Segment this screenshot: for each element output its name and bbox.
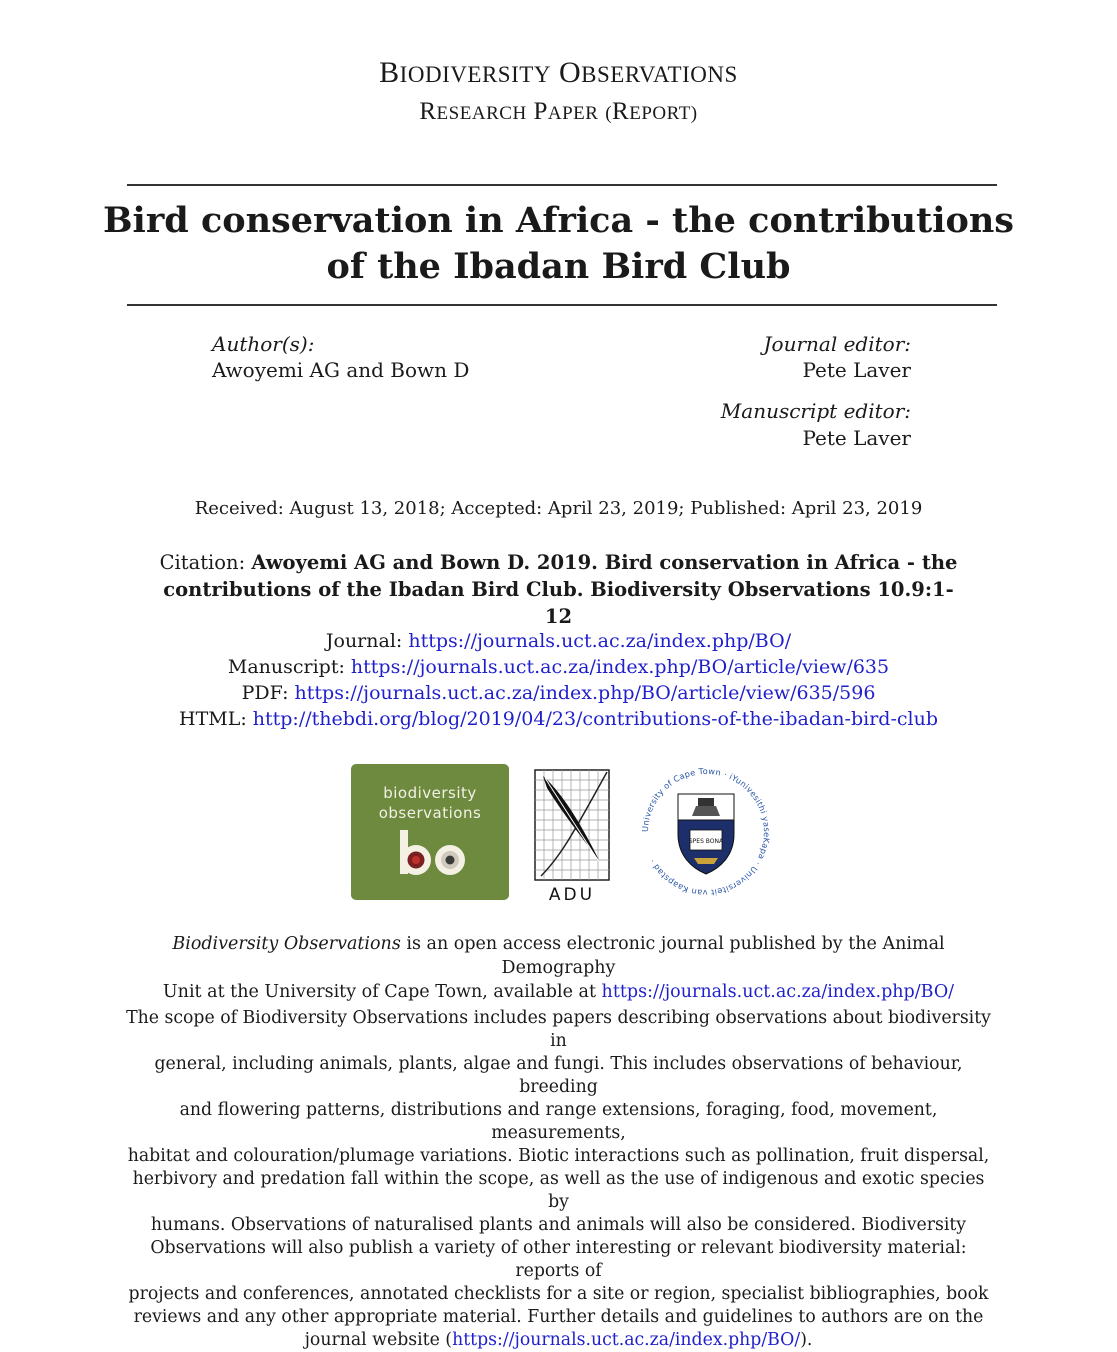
- paper-type: [0, 98, 1117, 126]
- paper-type-text: RESEARCH PAPER (REPORT): [419, 98, 698, 125]
- scope-line: reviews and any other appropriate material. Further details and guidelines to authors are on the: [133, 1307, 984, 1327]
- about-text-1: is an open access electronic journal published by the Animal Demography: [400, 934, 945, 978]
- journal-description: [140, 932, 977, 1004]
- biodiversity-observations-logo: [351, 764, 509, 900]
- uct-logo: [634, 760, 778, 904]
- scope-line: general, including animals, plants, algae and fungi. This includes observations of behaviour, breeding: [154, 1054, 963, 1097]
- scope-line: habitat and colouration/plumage variations. Biotic interactions such as pollination, fruit dispersal,: [127, 1146, 990, 1166]
- journal-link-label: Journal:: [325, 630, 409, 652]
- scope-line: humans. Observations of naturalised plants and animals will also be considered. Biodiversity: [150, 1215, 967, 1235]
- feather-grid-icon: [533, 764, 611, 904]
- pdf-link-label: PDF:: [241, 682, 295, 704]
- publication-dates: Received: August 13, 2018; Accepted: April 23, 2019; Published: April 23, 2019: [194, 498, 923, 519]
- manuscript-editor-value: Pete Laver: [802, 426, 911, 450]
- html-link-row: [0, 706, 1117, 732]
- manuscript-link-row: [0, 654, 1117, 680]
- bo-logo-line-2: observations: [378, 804, 482, 822]
- scope-last-prefix: journal website (: [304, 1330, 453, 1350]
- scope-last-suffix: ).: [800, 1330, 813, 1350]
- manuscript-editor-label: Manuscript editor:: [720, 399, 911, 423]
- journal-name-text: BIODIVERSITY OBSERVATIONS: [379, 56, 738, 89]
- journal-editor-label: Journal editor:: [763, 332, 911, 356]
- pdf-link-row: [0, 680, 1117, 706]
- authors-label: Author(s):: [212, 332, 315, 356]
- uct-ring-text: University of Cape Town · iYunivesithi yaseKapa · Universiteit van Kaapstad ·: [639, 765, 773, 899]
- scope-line: and flowering patterns, distributions and range extensions, foraging, food, movement, measurements,: [179, 1100, 938, 1143]
- uct-crest-icon: [634, 760, 778, 904]
- about-journal-name: Biodiversity Observations: [172, 934, 401, 954]
- citation-line-2: contributions of the Ibadan Bird Club. Biodiversity Observations 10.9:1-12: [163, 578, 954, 628]
- journal-editor-value: Pete Laver: [802, 358, 911, 382]
- citation-label: Citation:: [159, 551, 252, 574]
- about-text-2: Unit at the University of Cape Town, available at: [162, 982, 602, 1002]
- paper-title: [100, 198, 1017, 290]
- manuscript-link[interactable]: https://journals.uct.ac.za/index.php/BO/article/view/635: [350, 656, 890, 678]
- html-link[interactable]: http://thebdi.org/blog/2019/04/23/contributions-of-the-ibadan-bird-club: [252, 708, 938, 730]
- uct-banner-text: SPES BONA: [688, 838, 724, 845]
- bo-logo-line-1: biodiversity: [383, 784, 477, 802]
- scope-line: herbivory and predation fall within the scope, as well as the use of indigenous and exotic species by: [132, 1169, 985, 1212]
- pdf-link[interactable]: https://journals.uct.ac.za/index.php/BO/article/view/635/596: [294, 682, 876, 704]
- journal-link-row: [0, 628, 1117, 654]
- journal-name: [0, 56, 1117, 90]
- citation: [150, 549, 967, 630]
- scope-line: Observations will also publish a variety of other interesting or relevant biodiversity material: reports of: [150, 1238, 967, 1281]
- scope-journal-link[interactable]: https://journals.uct.ac.za/index.php/BO/: [452, 1330, 801, 1350]
- journal-link[interactable]: https://journals.uct.ac.za/index.php/BO/: [408, 630, 792, 652]
- manuscript-link-label: Manuscript:: [227, 656, 351, 678]
- links-block: [0, 628, 1117, 732]
- top-rule: [127, 184, 997, 186]
- adu-logo: [533, 764, 611, 904]
- authors-value: Awoyemi AG and Bown D: [212, 358, 470, 382]
- bottom-rule: [127, 304, 997, 306]
- title-line: of the Ibadan Bird Club: [326, 246, 791, 287]
- title-line: Bird conservation in Africa - the contributions: [102, 200, 1015, 241]
- bo-mark-icon: [351, 764, 509, 900]
- about-journal-link[interactable]: https://journals.uct.ac.za/index.php/BO/: [601, 982, 955, 1002]
- adu-label: ADU: [548, 885, 596, 904]
- scope-paragraph: [122, 1007, 995, 1352]
- scope-line: projects and conferences, annotated checklists for a site or region, specialist bibliographies, book: [128, 1284, 989, 1304]
- scope-line: The scope of Biodiversity Observations includes papers describing observations about biodiversity in: [126, 1008, 991, 1051]
- html-link-label: HTML:: [179, 708, 253, 730]
- citation-line-1: Awoyemi AG and Bown D. 2019. Bird conservation in Africa - the: [251, 551, 958, 574]
